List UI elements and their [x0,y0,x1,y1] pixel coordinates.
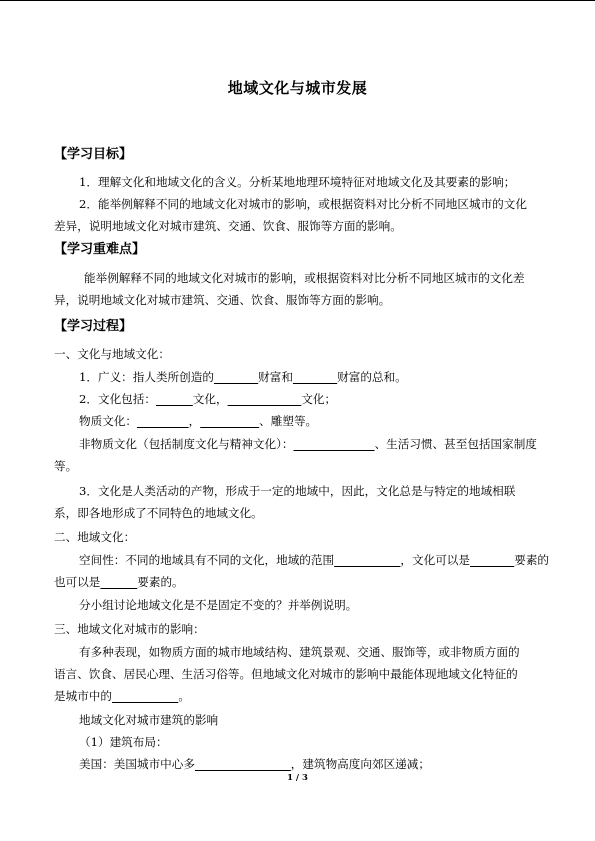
fill-blank [100,575,137,589]
process-line-culture-product-1: 3．文化是人类活动的产物，形成于一定的地域中，因此，文化总是与特定的地域相联 [79,484,516,498]
process-line-culture-includes: 2．文化包括： 文化， 文化； [79,392,337,406]
key-point-line-2: 异，说明地域文化对城市建筑、交通、饮食、服饰等方面的影响。 [54,293,391,307]
fill-blank [195,757,291,771]
process-line-architecture: 地域文化对城市建筑的影响 [79,713,219,727]
fill-blank [156,392,193,406]
section-heading-key-points: 【学习重难点】 [54,242,146,257]
process-line-group-discussion: 分小组讨论地域文化是不是固定不变的？并举例说明。 [79,598,358,612]
process-line-culture-product-2: 系，即各地形成了不同特色的地域文化。 [54,506,263,520]
process-line-nonmaterial-end: 等。 [54,459,78,473]
process-line-usa: 美国：美国城市中心多 ，建筑物高度向郊区递减； [79,757,430,771]
fill-blank [470,553,514,567]
process-line-influence-3: 是城市中的 。 [54,689,190,703]
fill-blank [214,370,258,384]
process-line-broad-definition: 1．广义：指人类所创造的 财富和 财富的总和。 [79,370,407,384]
process-line-spatiality-1: 空间性：不同的地域具有不同的文化，地域的范围 ，文化可以是 要素的 [79,553,550,567]
section-heading-process: 【学习过程】 [54,319,133,334]
key-point-line-1: 能举例解释不同的地域文化对城市的影响，或根据资料对比分析不同地区城市的文化差 [84,271,525,285]
fill-blank [228,392,302,406]
fill-blank [334,553,400,567]
fill-blank [112,689,178,703]
fill-blank [293,370,337,384]
goal-line-3: 差异，说明地域文化对城市建筑、交通、饮食、服饰等方面的影响。 [54,219,402,233]
process-line-influence-1: 有多种表现，如物质方面的城市地域结构、建筑景观、交通、服饰等，或非物质方面的 [79,645,520,659]
fill-blank [200,414,259,428]
section-heading-goals: 【学习目标】 [54,147,133,162]
process-heading-regional-culture: 二、地域文化： [54,530,136,544]
process-line-influence-2: 语言、饮食、居民心理、生活习俗等。但地域文化对城市的影响中最能体现地域文化特征的 [54,667,518,681]
process-heading-culture: 一、文化与地域文化： [54,347,170,361]
fill-blank [293,437,374,451]
process-line-layout: （1）建筑布局： [79,735,168,749]
process-line-material-culture: 物质文化： ， 、雕塑等。 [79,414,318,428]
goal-line-2: 2．能举例解释不同的地域文化对城市的影响，或根据资料对比分析不同地区城市的文化 [79,197,527,211]
page-top-rule [0,0,595,1]
fill-blank [137,414,189,428]
page-number: 1 / 3 [287,773,308,783]
document-title: 地域文化与城市发展 [227,79,368,97]
goal-line-1: 1．理解文化和地域文化的含义。分析某地地理环境特征对地域文化及其要素的影响； [79,175,516,189]
process-heading-culture-city: 三、地域文化对城市的影响： [54,622,205,636]
process-line-nonmaterial-culture: 非物质文化（包括制度文化与精神文化）： 、生活习惯、甚至包括国家制度 [79,437,537,451]
process-line-spatiality-2: 也可以是 要素的。 [54,575,184,589]
